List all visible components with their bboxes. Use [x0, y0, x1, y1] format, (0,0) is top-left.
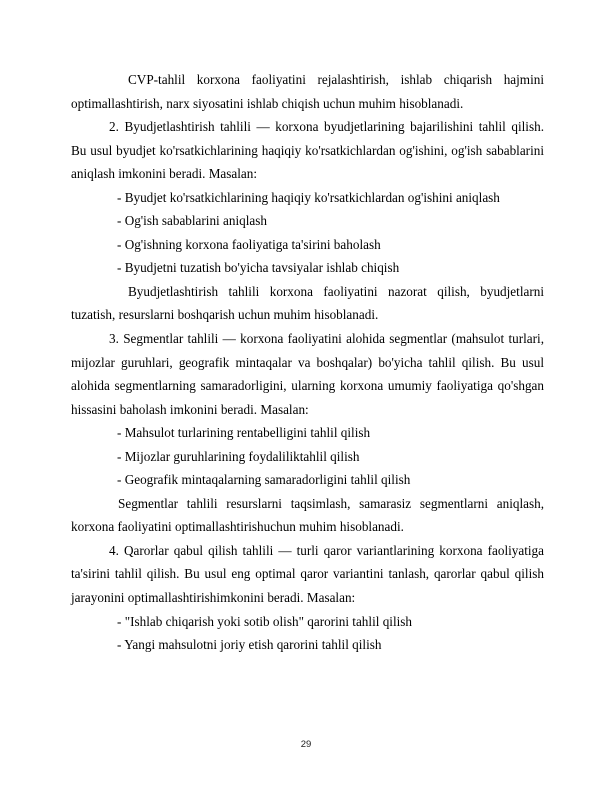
list-item: - Mahsulot turlarining rentabelligini tahlil qilish [117, 425, 371, 441]
paragraph-cvp-conclusion: CVP-tahlil korxona faoliyatini rejalashtirish, ishlab chiqarish hajmini optimallashtirish, narx siyosatini ishlab chiqish uchun muhim hisoblanadi. [71, 72, 544, 111]
list-item: - Yangi mahsulotni joriy etish qarorini tahlil qilish [117, 637, 382, 653]
paragraph-decision-analysis: 4. Qarorlar qabul qilish tahlili — turli qaror variantlarining korxona faoliyatiga ta'sirini tahlil qilish. Bu usul eng optimal qaror variantini tanlash, qarorlar qabul qilish jarayonini optimallashtirishimkonini beradi. Masalan: [71, 542, 544, 606]
list-item: - Geografik mintaqalarning samaradorligini tahlil qilish [117, 472, 411, 488]
list-item: - Byudjetni tuzatish bo'yicha tavsiyalar ishlab chiqish [117, 260, 400, 276]
paragraph-budget-conclusion: Byudjetlashtirish tahlili korxona faoliyatini nazorat qilish, byudjetlarni tuzatish, resurslarni boshqarish uchun muhim hisoblanadi. [71, 283, 544, 323]
list-item: - Byudjet ko'rsatkichlarining haqiqiy ko'rsatkichlardan og'ishini aniqlash [117, 189, 500, 205]
page-content [71, 68, 544, 657]
list-item: - Og'ishning korxona faoliyatiga ta'sirini baholash [117, 236, 381, 252]
list-item: - Mijozlar guruhlarining foydaliliktahlil qilish [117, 448, 360, 464]
list-item: - Og'ish sabablarini aniqlash [117, 213, 267, 229]
paragraph-budget-analysis: 2. Byudjetlashtirish tahlili — korxona byudjetlarining bajarilishini tahlil qilish. Bu usul byudjet ko'rsatkichlarining haqiqiy ko'rsatkichlardan og'ishini, og'ish sabablarini aniqlash imkonini beradi. Masalan: [71, 119, 544, 182]
list-item: - "Ishlab chiqarish yoki sotib olish" qarorini tahlil qilish [117, 613, 412, 629]
page-number: 29 [300, 739, 312, 750]
paragraph-segment-analysis: 3. Segmentlar tahlili — korxona faoliyatini alohida segmentlar (mahsulot turlari, mijozlar guruhlari, geografik mintaqalar va boshqalar) bo'yicha tahlil qilish. Bu usul alohida segmentlarning samaradorligini, ularning korxona umumiy faoliyatiga qo'shgan hissasini baholash imkonini beradi. Masalan: [71, 331, 544, 417]
paragraph-segment-conclusion: Segmentlar tahlili resurslarni taqsimlash, samarasiz segmentlarni aniqlash, korxona faoliyatini optimallashtirishuchun muhim hisoblanadi. [71, 495, 544, 535]
